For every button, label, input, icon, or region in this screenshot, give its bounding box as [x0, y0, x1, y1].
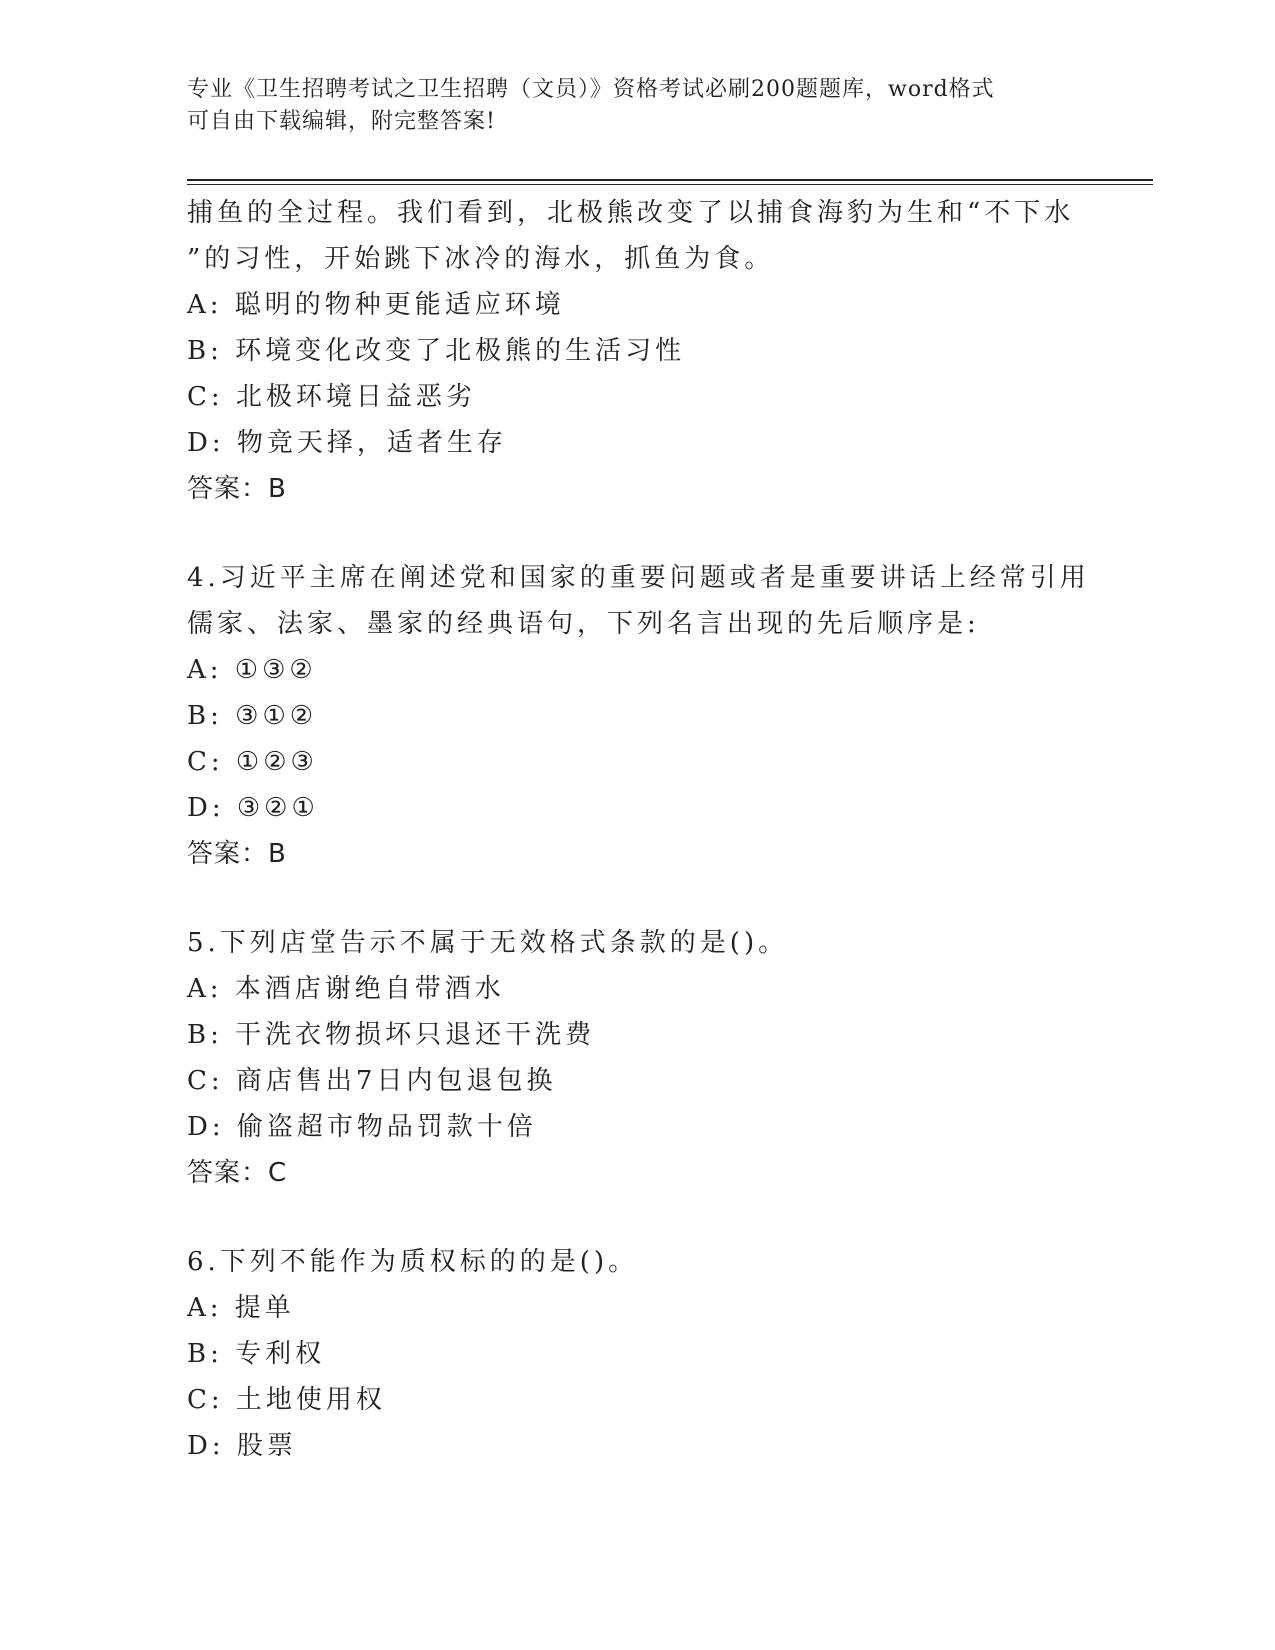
document-body: [187, 190, 1107, 1469]
answer-line: 答案：C: [187, 1158, 288, 1188]
option-c: C: 土地使用权: [187, 1385, 386, 1415]
option-b: B: 干洗衣物损坏只退还干洗费: [187, 1020, 596, 1050]
option-a: A: 聪明的物种更能适应环境: [187, 290, 565, 320]
option-a: A: ①③②: [187, 655, 317, 685]
option-b: B: ③①②: [187, 701, 318, 731]
question-4: [187, 555, 1107, 877]
option-a: A: 提单: [187, 1293, 295, 1323]
question-6: [187, 1239, 1107, 1469]
question-text-line: 儒家、法家、墨家的经典语句，下列名言出现的先后顺序是:: [187, 609, 980, 639]
option-d: D: 物竞天择，适者生存: [187, 428, 507, 458]
option-b: B: 专利权: [187, 1339, 326, 1369]
option-d: D: 股票: [187, 1431, 297, 1461]
header-divider-thick: [187, 179, 1153, 181]
option-c: C: ①②③: [187, 747, 318, 777]
answer-line: 答案：B: [187, 474, 287, 504]
option-c: C: 商店售出7日内包退包换: [187, 1066, 557, 1096]
question-text-line: ”的习性，开始跳下冰冷的海水，抓鱼为食。: [187, 244, 775, 274]
document-header: [187, 74, 1087, 138]
option-b: B: 环境变化改变了北极熊的生活习性: [187, 336, 686, 366]
question-3: [187, 190, 1107, 512]
option-d: D: 偷盗超市物品罚款十倍: [187, 1112, 537, 1142]
header-line-2: 可自由下载编辑，附完整答案!: [187, 109, 496, 134]
option-d: D: ③②①: [187, 793, 319, 823]
answer-line: 答案：B: [187, 839, 287, 869]
option-a: A: 本酒店谢绝自带酒水: [187, 974, 505, 1004]
option-c: C: 北极环境日益恶劣: [187, 382, 476, 412]
question-text-line: 6.下列不能作为质权标的的是()。: [187, 1247, 639, 1277]
header-line-1: 专业《卫生招聘考试之卫生招聘（文员）》资格考试必刷200题题库，word格式: [187, 77, 995, 102]
header-divider-thin: [187, 184, 1153, 185]
question-5: [187, 920, 1107, 1196]
question-text-line: 5.下列店堂告示不属于无效格式条款的是()。: [187, 928, 789, 958]
question-text-line: 4.习近平主席在阐述党和国家的重要问题或者是重要讲话上经常引用: [187, 563, 1090, 593]
question-text-line: 捕鱼的全过程。我们看到，北极熊改变了以捕食海豹为生和“不下水: [187, 198, 1075, 228]
